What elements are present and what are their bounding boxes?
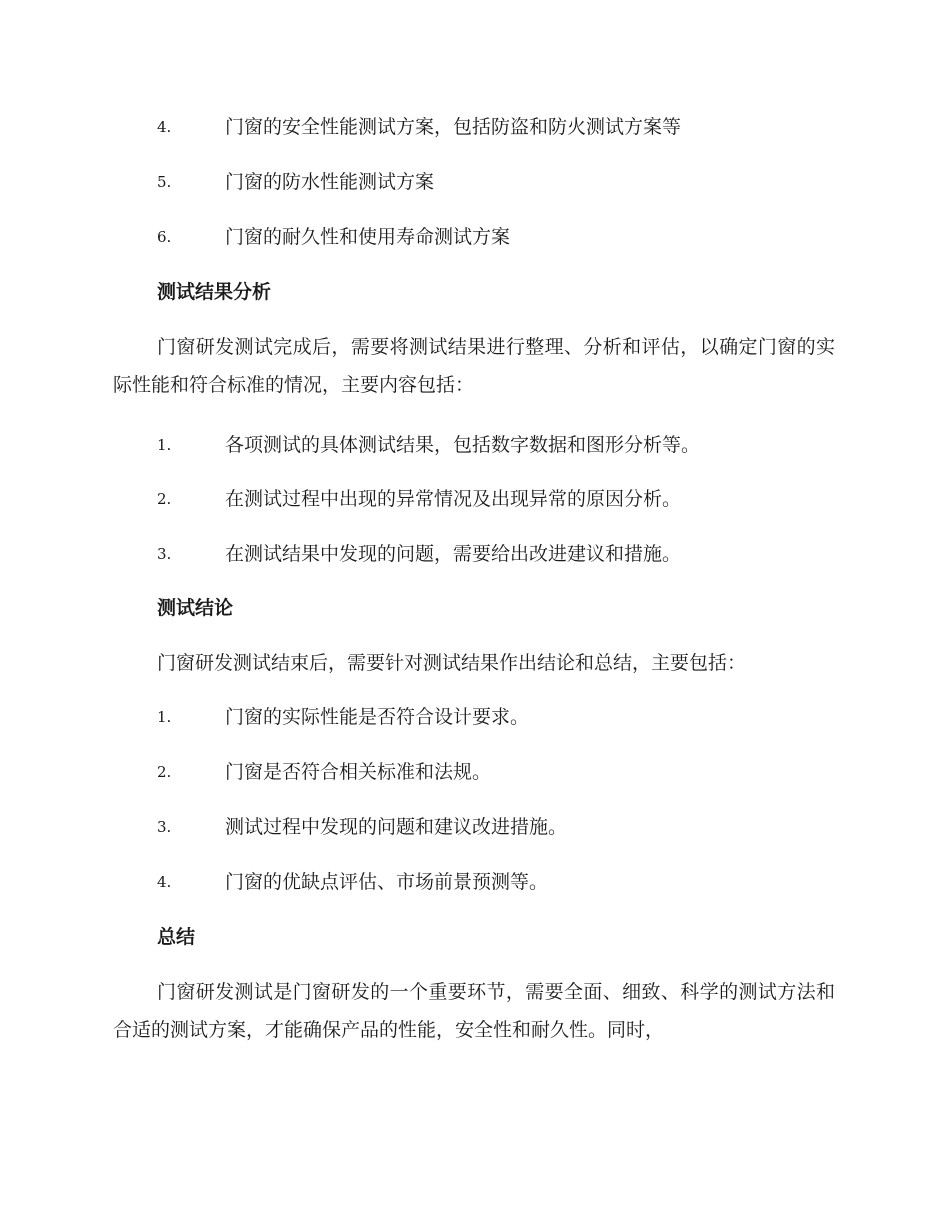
list-item (0, 431, 950, 461)
list-item-number: 2. (157, 490, 172, 508)
section-heading-conclusion: 测试结论 (157, 597, 234, 619)
list-item (0, 223, 950, 253)
list-item-text: 门窗的优缺点评估、市场前景预测等。 (225, 871, 549, 893)
list-item-text: 测试过程中发现的问题和建议改进措施。 (225, 816, 568, 838)
list-item-number: 3. (157, 818, 172, 836)
list-item (0, 168, 950, 198)
list-item-text: 门窗的防水性能测试方案 (225, 171, 435, 193)
list-item (0, 703, 950, 733)
list-item-number: 3. (157, 545, 172, 563)
section-paragraph-summary: 门窗研发测试是门窗研发的一个重要环节，需要全面、细致、科学的测试方法和合适的测试方案，才能确保产品的性能，安全性和耐久性。同时， (113, 981, 835, 1041)
list-item (0, 485, 950, 515)
list-item-number: 4. (157, 873, 172, 891)
section-paragraph-conclusion: 门窗研发测试结束后，需要针对测试结果作出结论和总结，主要包括： (157, 652, 747, 674)
list-item-number: 2. (157, 763, 172, 781)
list-item (0, 758, 950, 788)
list-item-number: 1. (157, 436, 172, 454)
list-item-text: 各项测试的具体测试结果，包括数字数据和图形分析等。 (225, 434, 701, 456)
list-item (0, 540, 950, 570)
list-item-text: 门窗的实际性能是否符合设计要求。 (225, 706, 530, 728)
list-item (0, 813, 950, 843)
list-item-number: 5. (157, 173, 172, 191)
section-heading-analysis: 测试结果分析 (157, 281, 272, 303)
section-paragraph-analysis: 门窗研发测试完成后，需要将测试结果进行整理、分析和评估，以确定门窗的实际性能和符合标准的情况，主要内容包括： (113, 336, 835, 396)
list-item-text: 在测试过程中出现的异常情况及出现异常的原因分析。 (225, 488, 682, 510)
list-item (0, 113, 950, 143)
list-item-text: 在测试结果中发现的问题，需要给出改进建议和措施。 (225, 543, 682, 565)
list-item-text: 门窗是否符合相关标准和法规。 (225, 761, 492, 783)
list-item-number: 6. (157, 228, 172, 246)
list-item-number: 4. (157, 118, 172, 136)
list-item-text: 门窗的安全性能测试方案，包括防盗和防火测试方案等 (225, 116, 682, 138)
list-item-number: 1. (157, 708, 172, 726)
list-item (0, 868, 950, 898)
list-item-text: 门窗的耐久性和使用寿命测试方案 (225, 226, 511, 248)
section-heading-summary: 总结 (157, 926, 196, 948)
